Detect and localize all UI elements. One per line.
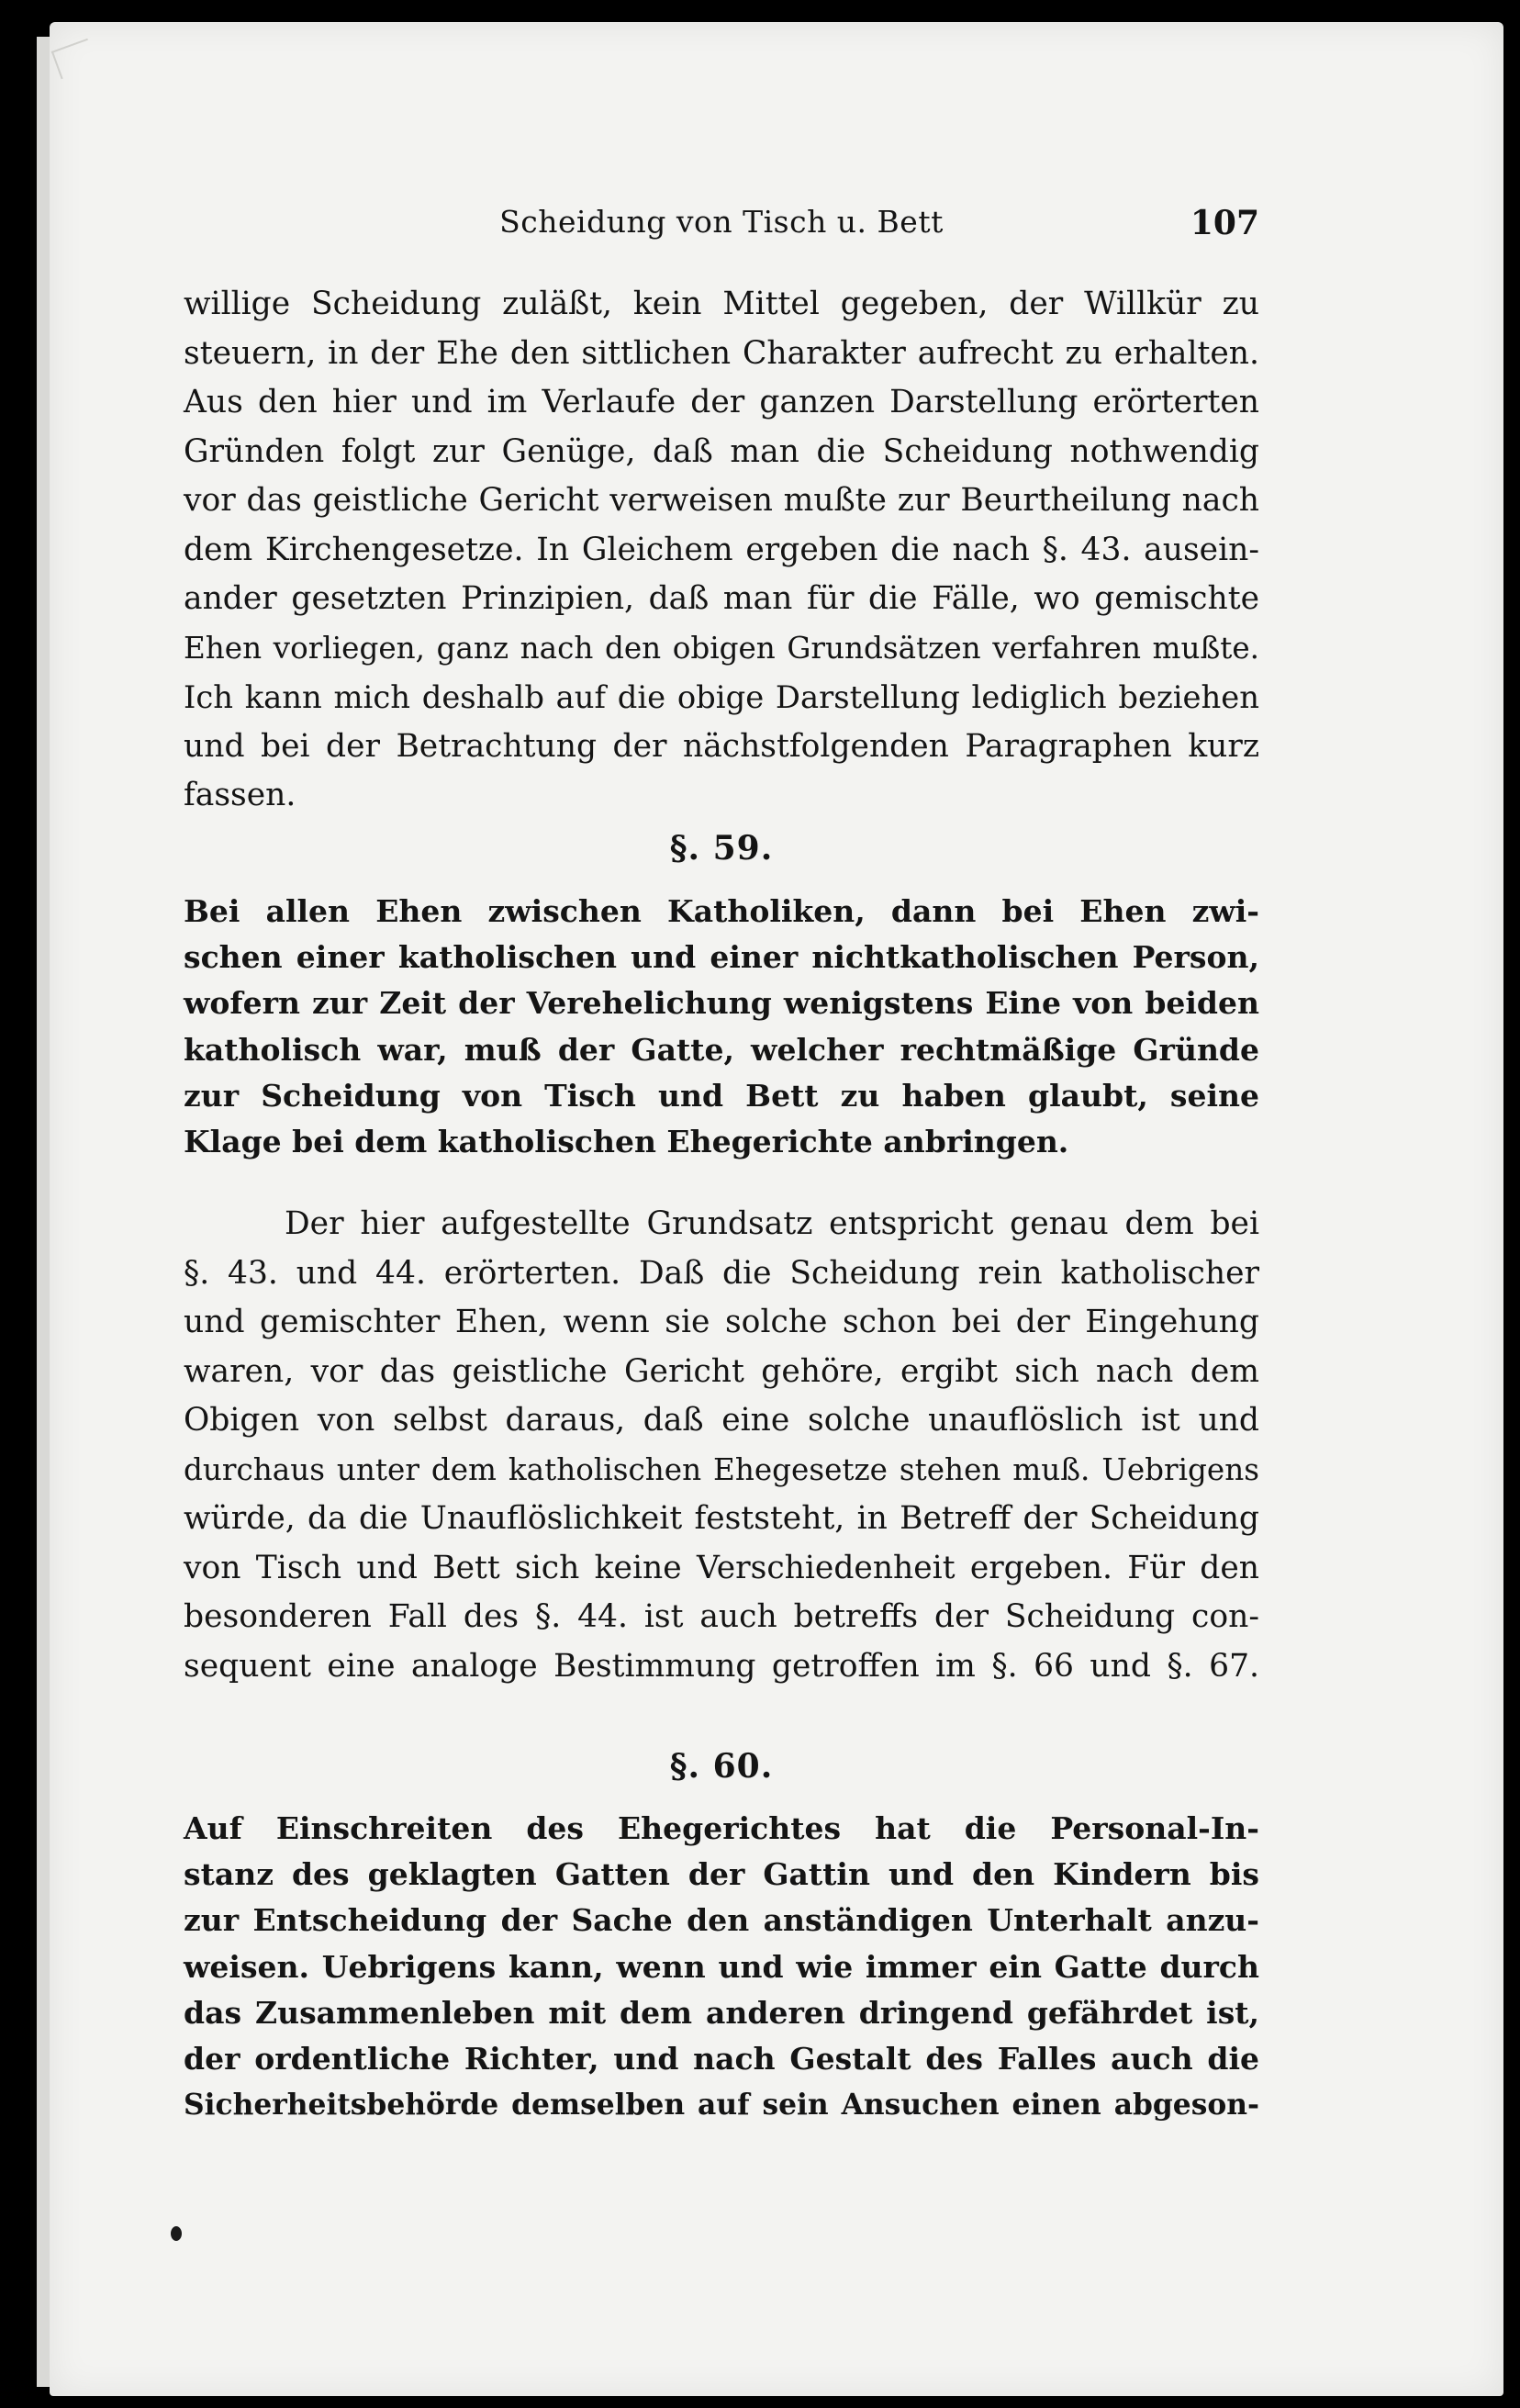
text-line: waren, vor das geistliche Gericht gehöre, ergibt sich nach dem xyxy=(184,1352,1259,1390)
text-line: Obigen von selbst daraus, daß eine solche unauflöslich ist und xyxy=(184,1402,1259,1439)
text-line: Ich kann mich deshalb auf die obige Darstellung lediglich beziehen xyxy=(184,679,1259,715)
statute-line: der ordentliche Richter, und nach Gestalt des Falles auch die xyxy=(184,2041,1259,2078)
text-line: fassen. xyxy=(184,777,296,813)
statute-line: das Zusammenleben mit dem anderen dringend gefährdet ist, xyxy=(184,1994,1259,2031)
text-line: §. 43. und 44. erörterten. Daß die Scheidung rein katholischer xyxy=(184,1254,1259,1292)
statute-line: schen einer katholischen und einer nichtkatholischen Person, xyxy=(184,939,1259,976)
statute-line: wofern zur Zeit der Verehelichung wenigstens Eine von beiden xyxy=(184,985,1259,1022)
statute-line: Sicherheitsbehörde demselben auf sein Ansuchen einen abgeson- xyxy=(184,2089,1259,2122)
statute-line: stanz des geklagten Gatten der Gattin und den Kindern bis xyxy=(184,1856,1259,1893)
page-number: 107 xyxy=(1190,204,1259,242)
text-line: dem Kirchengesetze. In Gleichem ergeben die nach §. 43. ausein- xyxy=(184,531,1259,568)
running-title: Scheidung von Tisch u. Bett xyxy=(499,204,944,240)
section-59-heading: §. 59. xyxy=(669,829,774,868)
text-line: Ehen vorliegen, ganz nach den obigen Grundsätzen verfahren mußte. xyxy=(184,630,1259,666)
statute-line: Auf Einschreiten des Ehegerichtes hat die Personal-In- xyxy=(184,1810,1259,1846)
statute-line: katholisch war, muß der Gatte, welcher rechtmäßige Gründe xyxy=(184,1031,1259,1068)
text-line: steuern, in der Ehe den sittlichen Charakter aufrecht zu erhalten. xyxy=(184,334,1259,372)
text-line: Aus den hier und im Verlaufe der ganzen Darstellung erörterten xyxy=(184,384,1259,420)
text-line: ander gesetzten Prinzipien, daß man für die Fälle, wo gemischte xyxy=(184,580,1259,617)
ink-spot xyxy=(171,2226,182,2241)
statute-line: weisen. Uebrigens kann, wenn und wie immer ein Gatte durch xyxy=(184,1948,1259,1985)
statute-line: Bei allen Ehen zwischen Katholiken, dann bei Ehen zwi- xyxy=(184,893,1259,929)
section-60-statute xyxy=(184,1806,1259,2128)
text-line: besonderen Fall des §. 44. ist auch betreffs der Scheidung con- xyxy=(184,1598,1259,1635)
paragraph-1 xyxy=(184,280,1259,821)
statute-line: Klage bei dem katholischen Ehegerichte anbringen. xyxy=(184,1124,1069,1160)
running-header xyxy=(184,204,1259,250)
previous-page-edge xyxy=(37,37,50,2387)
text-line: durchaus unter dem katholischen Ehegesetze stehen muß. Uebrigens xyxy=(184,1451,1259,1487)
text-line: und gemischter Ehen, wenn sie solche schon bei der Eingehung xyxy=(184,1304,1259,1340)
text-line: würde, da die Unauflöslichkeit feststeht, in Betreff der Scheidung xyxy=(184,1500,1259,1537)
statute-line: zur Entscheidung der Sache den anständigen Unterhalt anzu- xyxy=(184,1902,1259,1939)
text-line: willige Scheidung zuläßt, kein Mittel gegeben, der Willkür zu xyxy=(184,286,1259,322)
text-line: Der hier aufgestellte Grundsatz entspricht genau dem bei xyxy=(285,1205,1259,1242)
text-line: und bei der Betrachtung der nächstfolgenden Paragraphen kurz xyxy=(184,727,1259,765)
text-line: von Tisch und Bett sich keine Verschiedenheit ergeben. Für den xyxy=(184,1549,1259,1586)
section-59-statute xyxy=(184,889,1259,1165)
statute-line: zur Scheidung von Tisch und Bett zu haben glaubt, seine xyxy=(184,1077,1259,1114)
section-60-heading: §. 60. xyxy=(669,1747,774,1786)
section-59-commentary xyxy=(184,1200,1259,1691)
text-line: Gründen folgt zur Genüge, daß man die Scheidung nothwendig xyxy=(184,432,1259,470)
text-line: vor das geistliche Gericht verweisen mußte zur Beurtheilung nach xyxy=(184,482,1259,519)
text-line: sequent eine analoge Bestimmung getroffen im §. 66 und §. 67. xyxy=(184,1647,1259,1685)
